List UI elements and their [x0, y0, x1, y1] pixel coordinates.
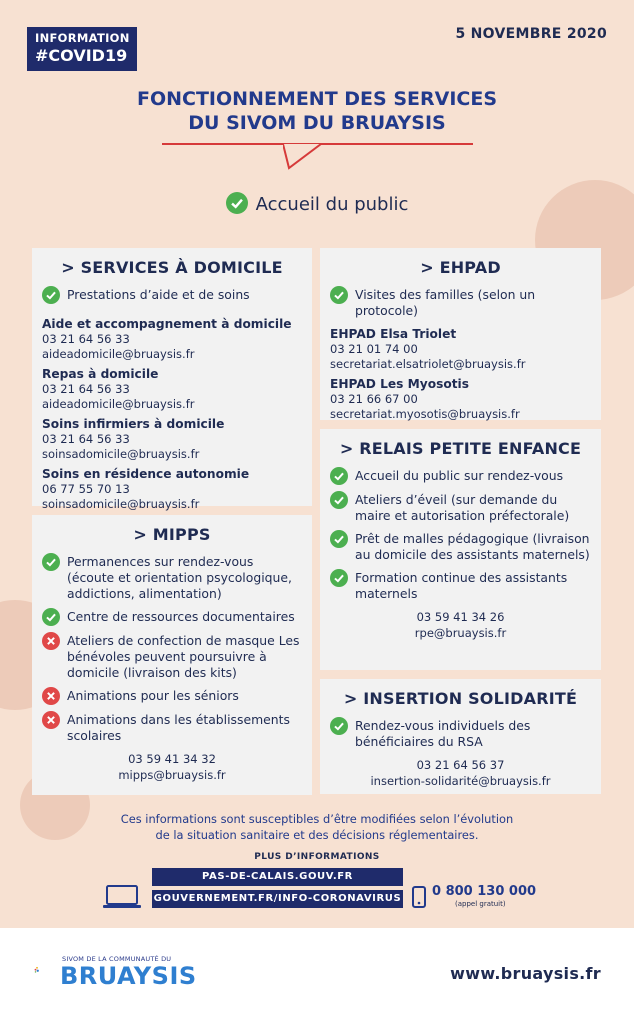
contact-block: [330, 376, 591, 422]
item-text: Accueil du public sur rendez-vous: [355, 468, 564, 483]
check-circle-icon: [42, 286, 60, 304]
list-item: [42, 688, 302, 705]
title-line2: DU SIVOM DU BRUAYSIS: [188, 111, 446, 134]
list-item: [330, 531, 591, 563]
contact-block: [42, 416, 302, 462]
contacts: [330, 326, 591, 422]
contact-email[interactable]: soinsadomicile@bruaysis.fr: [42, 447, 200, 461]
list-item: [42, 609, 302, 626]
card-title: > RELAIS PETITE ENFANCE: [339, 439, 582, 458]
contact-email[interactable]: mipps@bruaysis.fr: [118, 768, 226, 782]
check-circle-icon: [330, 467, 348, 485]
contact-email[interactable]: aideadomicile@bruaysis.fr: [42, 347, 195, 361]
contact-block: [42, 366, 302, 412]
date: 5 NOVEMBRE 2020: [455, 26, 607, 42]
link-pas-de-calais[interactable]: PAS-DE-CALAIS.GOUV.FR: [152, 868, 403, 886]
contact-phone: 06 77 55 70 13: [42, 482, 130, 496]
cross-circle-icon: [42, 687, 60, 705]
contact-phone: 03 21 64 56 33: [42, 382, 130, 396]
contact-name: Soins infirmiers à domicile: [42, 417, 225, 431]
item-text: Animations pour les séniors: [67, 688, 239, 703]
check-circle-icon: [42, 553, 60, 571]
covid-badge: [27, 27, 137, 71]
check-circle-icon: [226, 192, 248, 214]
list-item: [330, 718, 591, 750]
contact-phone: 03 21 64 56 37: [416, 758, 505, 772]
card-title: > MIPPS: [133, 525, 211, 544]
accueil-heading: [0, 192, 634, 215]
list-item: [42, 287, 302, 304]
contact-email[interactable]: insertion-solidarité@bruaysis.fr: [370, 774, 551, 788]
check-circle-icon: [42, 608, 60, 626]
card-insertion-solidarite: [320, 679, 601, 794]
card-ehpad: [320, 248, 601, 420]
list-item: [42, 712, 302, 744]
contact-email[interactable]: soinsadomicile@bruaysis.fr: [42, 497, 200, 511]
disclaimer-note: [0, 811, 634, 843]
item-text: Ateliers d’éveil (sur demande du maire et autorisation préfectorale): [355, 492, 570, 523]
card-services-domicile: [32, 248, 312, 511]
cross-circle-icon: [42, 632, 60, 650]
contacts: [42, 316, 302, 512]
more-info-label: PLUS D’INFORMATIONS: [254, 852, 380, 862]
contact-block: [330, 326, 591, 372]
cross-circle-icon: [42, 711, 60, 729]
item-text: Prestations d’aide et de soins: [67, 287, 250, 302]
title-line1: FONCTIONNEMENT DES SERVICES: [136, 88, 498, 110]
contact-email[interactable]: secretariat.elsatriolet@bruaysis.fr: [330, 357, 526, 371]
item-text: Prêt de malles pédagogique (livraison au domicile des assistants maternels): [355, 531, 590, 562]
item-text: Ateliers de confection de masque Les bénévoles peuvent poursuivre à domicile (livraison des kits): [67, 633, 300, 680]
hotline-note: (appel gratuit): [455, 900, 506, 908]
card-mipps: [32, 515, 312, 795]
contact-phone: 03 59 41 34 26: [416, 610, 505, 624]
insertion-contact: [330, 757, 591, 789]
list-item: [42, 554, 302, 602]
accueil-label: Accueil du public: [255, 194, 409, 215]
logo-name: BRUAYSIS: [60, 962, 197, 990]
item-text: Rendez-vous individuels des bénéficiaires du RSA: [355, 718, 531, 749]
card-title: > SERVICES À DOMICILE: [61, 258, 283, 277]
contact-phone: 03 21 01 74 00: [330, 342, 418, 356]
list-item: [330, 492, 591, 524]
contact-name: EHPAD Elsa Triolet: [330, 327, 457, 341]
contact-email[interactable]: aideadomicile@bruaysis.fr: [42, 397, 195, 411]
mipps-contact: [42, 751, 302, 783]
item-text: Centre de ressources documentaires: [67, 609, 295, 624]
contact-email[interactable]: rpe@bruaysis.fr: [414, 626, 507, 640]
check-circle-icon: [330, 569, 348, 587]
card-title: > INSERTION SOLIDARITÉ: [343, 689, 578, 708]
contact-phone: 03 21 64 56 33: [42, 432, 130, 446]
card-relais-petite-enfance: [320, 429, 601, 670]
laptop-icon: [102, 884, 142, 910]
phone-icon: [411, 886, 427, 908]
item-text: Animations dans les établissements scolaires: [67, 712, 290, 743]
rpe-contact: [330, 609, 591, 641]
check-circle-icon: [330, 286, 348, 304]
contact-block: [42, 466, 302, 512]
contact-phone: 03 21 64 56 33: [42, 332, 130, 346]
badge-line2: #COVID19: [35, 45, 128, 65]
list-item: [42, 633, 302, 681]
check-circle-icon: [330, 717, 348, 735]
contact-phone: 03 21 66 67 00: [330, 392, 418, 406]
item-text: Formation continue des assistants maternels: [355, 570, 568, 601]
contact-block: [42, 316, 302, 362]
logo-subtitle: SIVOM DE LA COMMUNAUTÉ DU: [62, 955, 172, 963]
note-line2: de la situation sanitaire et des décisions réglementaires.: [155, 828, 479, 842]
website-link[interactable]: www.bruaysis.fr: [450, 964, 601, 983]
check-circle-icon: [330, 530, 348, 548]
contact-name: Aide et accompagnement à domicile: [42, 317, 292, 331]
badge-line1: INFORMATION: [35, 31, 130, 45]
list-item: [330, 570, 591, 602]
link-gouvernement[interactable]: GOUVERNEMENT.FR/INFO-CORONAVIRUS: [152, 890, 403, 908]
check-circle-icon: [330, 491, 348, 509]
contact-email[interactable]: secretariat.myosotis@bruaysis.fr: [330, 407, 520, 421]
contact-name: Repas à domicile: [42, 367, 159, 381]
page-title: [0, 88, 634, 136]
list-item: [330, 468, 591, 485]
speech-bubble-tail: [283, 144, 323, 170]
contact-name: Soins en résidence autonomie: [42, 467, 250, 481]
hotline-number[interactable]: 0 800 130 000: [432, 884, 537, 899]
card-title: > EHPAD: [420, 258, 501, 277]
item-text: Visites des familles (selon un protocole): [355, 287, 536, 318]
item-text: Permanences sur rendez-vous (écoute et orientation psycologique, addictions, alimentation): [67, 554, 292, 601]
list-item: [330, 287, 591, 319]
contact-name: EHPAD Les Myosotis: [330, 377, 469, 391]
note-line1: Ces informations sont susceptibles d’être modifiées selon l’évolution: [120, 812, 514, 826]
contact-phone: 03 59 41 34 32: [128, 752, 216, 766]
